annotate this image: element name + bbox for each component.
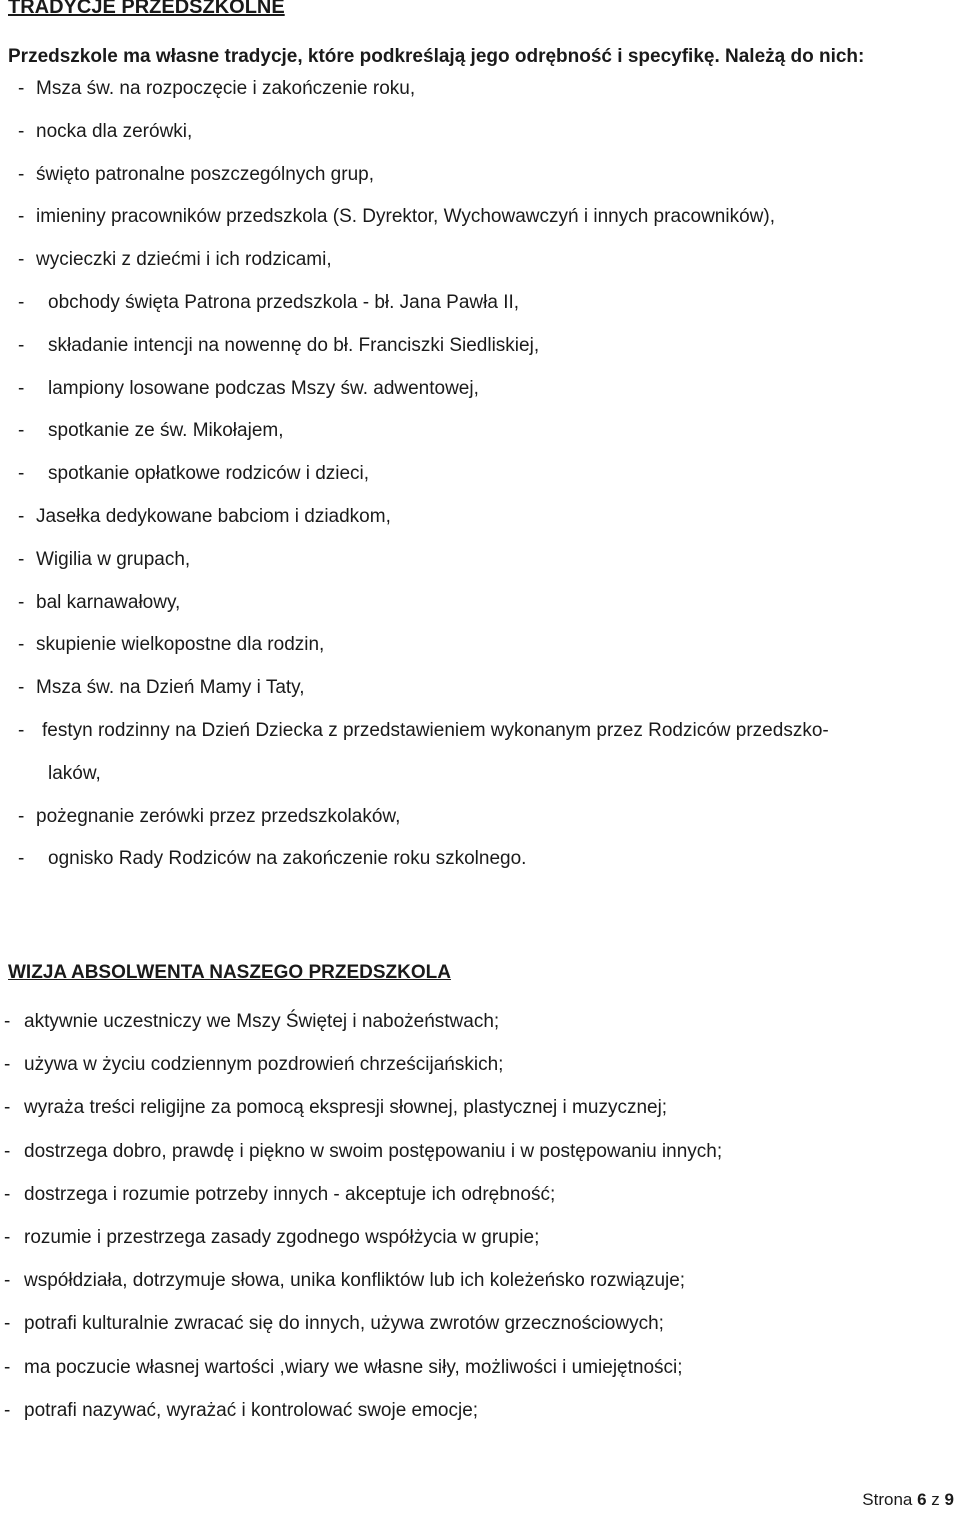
list-item-text: lampiony losowane podczas Mszy św. adwentowej, — [48, 377, 479, 399]
page-word: Strona — [862, 1490, 913, 1509]
page-of: z — [931, 1490, 940, 1509]
list-item — [0, 325, 960, 368]
list-item-text: wycieczki z dziećmi i ich rodzicami, — [36, 249, 332, 271]
list-item — [0, 1216, 960, 1259]
list-dash: - — [18, 634, 25, 656]
list-item — [0, 453, 960, 496]
list-item — [0, 1302, 960, 1345]
traditions-list — [0, 68, 960, 881]
list-dash: - — [4, 1226, 11, 1248]
list-dash: - — [18, 677, 25, 699]
list-dash: - — [4, 1270, 11, 1292]
list-dash: - — [18, 848, 25, 870]
list-item — [0, 68, 960, 111]
list-dash: - — [4, 1313, 11, 1335]
list-item — [0, 368, 960, 411]
list-dash: - — [4, 1356, 11, 1378]
list-item — [0, 496, 960, 539]
list-item — [0, 1086, 960, 1129]
list-item-text-line2: laków, — [48, 762, 101, 784]
list-item — [0, 282, 960, 325]
list-dash: - — [4, 1183, 11, 1205]
list-item — [0, 239, 960, 282]
list-item-text: wyraża treści religijne za pomocą ekspresji słownej, plastycznej i muzycznej; — [24, 1097, 668, 1119]
page-total: 9 — [944, 1490, 954, 1509]
list-dash: - — [18, 249, 25, 271]
list-dash: - — [18, 719, 25, 741]
list-dash: - — [18, 805, 25, 827]
list-dash: - — [18, 78, 25, 99]
list-item — [0, 154, 960, 197]
page-current: 6 — [917, 1490, 927, 1509]
list-dash: - — [18, 334, 25, 356]
list-item — [0, 410, 960, 453]
list-item-text: nocka dla zerówki, — [36, 120, 193, 142]
list-item — [0, 1346, 960, 1389]
list-item-text: Msza św. na Dzień Mamy i Taty, — [36, 677, 305, 699]
list-dash: - — [4, 1399, 11, 1421]
list-item-text: Msza św. na rozpoczęcie i zakończenie roku, — [36, 78, 416, 99]
list-item-text: składanie intencji na nowennę do bł. Franciszki Siedliskiej, — [48, 334, 540, 356]
list-item — [0, 582, 960, 625]
list-item — [0, 1130, 960, 1173]
list-item-text: święto patronalne poszczególnych grup, — [36, 163, 374, 185]
list-dash: - — [18, 548, 25, 570]
list-item-text: dostrzega dobro, prawdę i piękno w swoim postępowaniu i w postępowaniu innych; — [24, 1140, 723, 1162]
list-item-text: Jasełka dedykowane babciom i dziadkom, — [36, 505, 391, 527]
list-item — [0, 111, 960, 154]
list-item-text: aktywnie uczestniczy we Mszy Świętej i nabożeństwach; — [24, 1011, 500, 1032]
graduate-vision-list — [0, 1000, 960, 1432]
list-item — [0, 1259, 960, 1302]
list-item — [0, 710, 960, 796]
list-item-text: dostrzega i rozumie potrzeby innych - akceptuje ich odrębność; — [24, 1183, 556, 1205]
list-item — [0, 1173, 960, 1216]
list-dash: - — [18, 591, 25, 613]
list-dash: - — [18, 120, 25, 142]
list-item-text: potrafi kulturalnie zwracać się do innych, używa zwrotów grzecznościowych; — [24, 1313, 664, 1335]
list-dash: - — [4, 1140, 11, 1162]
list-item-text: imieniny pracowników przedszkola (S. Dyrektor, Wychowawczyń i innych pracowników), — [36, 206, 775, 228]
list-item — [0, 196, 960, 239]
list-dash: - — [18, 463, 25, 485]
section-heading-graduate-vision: WIZJA ABSOLWENTA NASZEGO PRZEDSZKOLA — [8, 962, 451, 983]
list-item-text: Wigilia w grupach, — [36, 548, 191, 570]
list-dash: - — [4, 1054, 11, 1076]
list-dash: - — [18, 505, 25, 527]
list-item-text: bal karnawałowy, — [36, 591, 181, 613]
list-dash: - — [18, 206, 25, 228]
list-item-text: współdziała, dotrzymuje słowa, unika konfliktów lub ich koleżeńsko rozwiązuje; — [24, 1270, 686, 1292]
list-item — [0, 796, 960, 839]
list-item-text: rozumie i przestrzega zasady zgodnego współżycia w grupie; — [24, 1226, 540, 1248]
list-item-text: potrafi nazywać, wyrażać i kontrolować swoje emocje; — [24, 1399, 479, 1421]
section-heading-traditions: TRADYCJE PRZEDSZKOLNE — [8, 0, 285, 18]
list-item — [0, 1000, 960, 1043]
list-item — [0, 1389, 960, 1432]
list-dash: - — [4, 1011, 11, 1032]
list-item-text: pożegnanie zerówki przez przedszkolaków, — [36, 805, 401, 827]
list-item-text-line1: festyn rodzinny na Dzień Dziecka z przedstawieniem wykonanym przez Rodziców przedszko- — [42, 719, 829, 741]
list-item-text: spotkanie opłatkowe rodziców i dzieci, — [48, 463, 370, 485]
list-item-text: używa w życiu codziennym pozdrowień chrześcijańskich; — [24, 1054, 504, 1076]
list-dash: - — [18, 291, 25, 313]
list-item — [0, 539, 960, 582]
list-item-text-multiline — [42, 710, 948, 796]
list-dash: - — [18, 420, 25, 442]
list-item — [0, 667, 960, 710]
list-dash: - — [18, 377, 25, 399]
list-dash: - — [18, 163, 25, 185]
list-item — [0, 1043, 960, 1086]
page-number — [862, 1490, 954, 1510]
list-item-text: spotkanie ze św. Mikołajem, — [48, 420, 284, 442]
list-item — [0, 624, 960, 667]
list-item-text: ma poczucie własnej wartości ,wiary we własne siły, możliwości i umiejętności; — [24, 1356, 683, 1378]
list-dash: - — [4, 1097, 11, 1119]
list-item — [0, 838, 960, 881]
section-intro: Przedszkole ma własne tradycje, które podkreślają jego odrębność i specyfikę. Należą do nich: — [8, 46, 865, 67]
list-item-text: ognisko Rady Rodziców na zakończenie roku szkolnego. — [48, 848, 527, 870]
list-item-text: obchody święta Patrona przedszkola - bł. Jana Pawła II, — [48, 291, 520, 313]
list-item-text: skupienie wielkopostne dla rodzin, — [36, 634, 325, 656]
